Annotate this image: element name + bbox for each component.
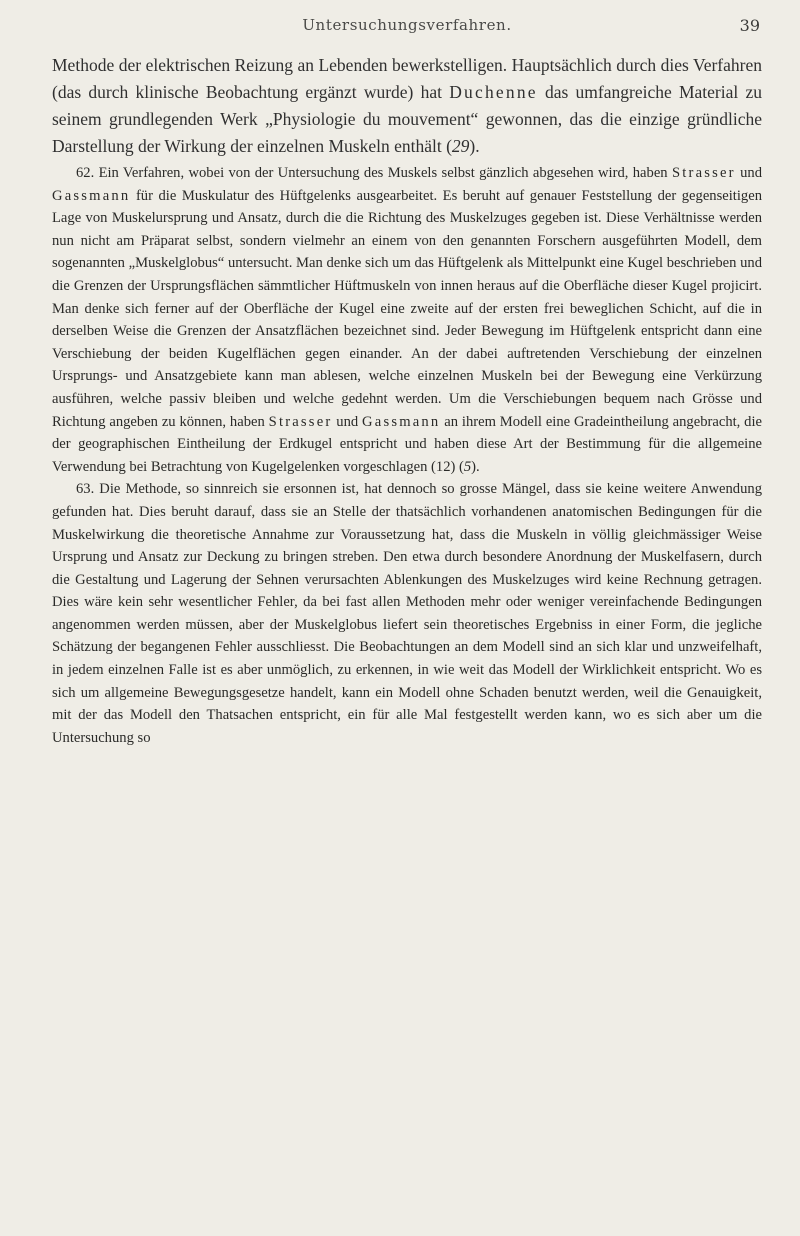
author-name-gassmann: Gassmann xyxy=(52,187,131,204)
text-run: ). xyxy=(471,458,480,475)
page-body xyxy=(52,52,762,749)
page-header xyxy=(52,16,762,42)
reference-number: 5 xyxy=(463,458,472,475)
author-name-strasser: Strasser xyxy=(268,413,333,430)
paragraph-continued xyxy=(52,52,762,160)
text-run: ). xyxy=(469,136,480,156)
text-run: Methode der elektrischen Reizung an Lebenden bewerkstelligen. Hauptsächlich durch dies Verfahren (das durch klinische Beobachtung ergänzt wurde) hat xyxy=(52,55,762,102)
text-run: für die Muskulatur des Hüftgelenks ausgearbeitet. Es beruht auf genauer Feststellung der gegenseitigen Lage von Muskelursprung und Ansatz, durch die die Richtung des Muskelzuges gegeben ist. Diese Verhältnisse werden nun nicht am Präparat selbst, sondern vielmehr an einem von den genannten Forschern ausgeführten Modell, dem sogenannten „Muskelglobus“ untersucht. Man denke sich um das Hüftgelenk als Mittelpunkt eine Kugel beschrieben und die Grenzen der Ursprungsflächen sämmtlicher Hüftmuskeln von innen heraus auf die Oberfläche dieser Kugel projicirt. Man denke sich ferner auf der Oberfläche der Kugel eine zweite auf der ersten frei beweglichen Schicht, auf die in derselben Weise die Grenzen der Ansatzflächen bezeichnet sind. Jeder Bewegung im Hüftgelenk entspricht dann eine Verschiebung der beiden Kugelflächen gegen einander. An der dabei auftretenden Verschiebung der einzelnen Ursprungs- und Ansatzgebiete kann man ablesen, welche einzelnen Muskeln bei der Bewegung eine Verkürzung ausführen, welche passiv bleiben und welche gedehnt werden. Um die Verschiebungen bequem nach Grösse und Richtung angeben zu können, haben xyxy=(52,187,762,430)
page-number: 39 xyxy=(739,16,760,35)
author-name-strasser: Strasser xyxy=(671,165,736,181)
text-run: das umfangreiche Material zu seinem grundlegenden Werk „Physiologie du mouvement“ gewonnen, das die einzige gründliche Darstellung der Wirkung der einzelnen Muskeln enthält ( xyxy=(52,82,762,156)
text-run: und xyxy=(332,413,363,430)
text-run: und xyxy=(735,165,762,181)
paragraph-63: 63. Die Methode, so sinnreich sie ersonnen ist, hat dennoch so grosse Mängel, dass sie keine weitere Anwendung gefunden hat. Dies beruht darauf, dass sie an Stelle der thatsächlich vorhandenen anatomischen Bedingungen für die Muskelwirkung die theoretische Annahme zur Voraussetzung hat, dass die Muskeln in völlig gleichmässiger Weise Ursprung und Ansatz zur Deckung zu bringen streben. Den etwa durch besondere Anordnung der Muskelfasern, durch die Gestaltung und Lagerung der Sehnen verursachten Ablenkungen des Muskelzuges wird keine Rechnung getragen. Dies wäre kein sehr wesentlicher Fehler, da bei fast allen Methoden mehr oder weniger vereinfachende Bedingungen angenommen werden müssen, aber der Muskelglobus liefert sein theoretisches Ergebniss in einer Form, die jegliche Schätzung der begangenen Fehler ausschliesst. Die Beobachtungen an dem Modell sind an sich klar und unzweifelhaft, in jedem einzelnen Falle ist es aber unmöglich, zu erkennen, in wie weit das Modell der Wirklichkeit entspricht. Wo es sich um allgemeine Bewegungsgesetze handelt, kann ein Modell ohne Schaden benutzt werden, weil die Genauigkeit, mit der das Modell den Thatsachen entspricht, ein für alle Mal festgestellt werden kann, wo es sich aber um die Untersuchung so xyxy=(52,481,762,746)
text-run: 62. Ein Verfahren, wobei von der Untersuchung des Muskels selbst gänzlich abgesehen wird, haben xyxy=(76,165,672,181)
text-run: an ihrem Modell eine Gradeintheilung angebracht, die der geographischen Eintheilung der Erdkugel entspricht und haben diese Art der Bestimmung für die allgemeine Verwendung bei Betrachtung von Kugelgelenken vorgeschlagen (12) ( xyxy=(52,413,762,475)
running-title: Untersuchungsverfahren. xyxy=(302,16,512,34)
author-name-gassmann: Gassmann xyxy=(362,413,441,430)
reference-number: 29 xyxy=(451,136,470,156)
author-name-duchenne: Duchenne xyxy=(449,82,538,102)
paragraph-62 xyxy=(52,162,762,478)
